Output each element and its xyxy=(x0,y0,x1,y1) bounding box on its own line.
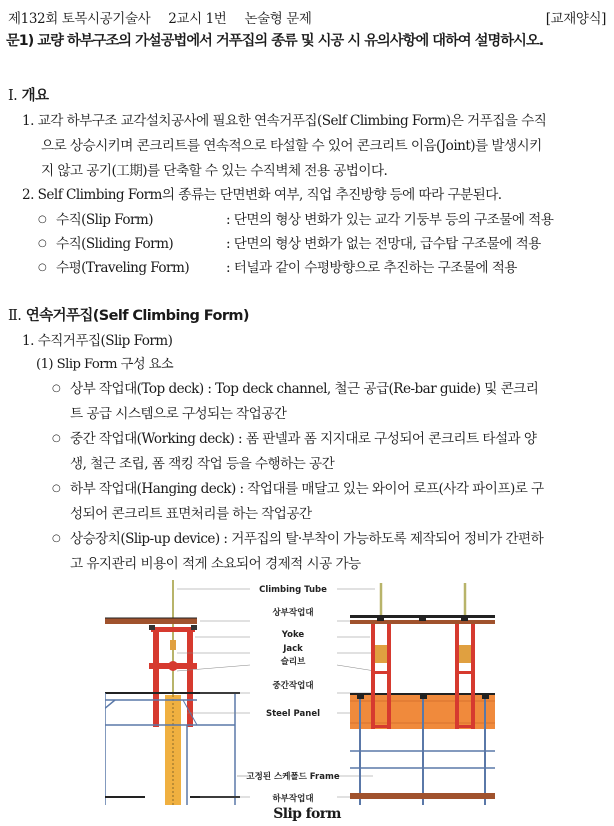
form-type-desc: : 단면의 형상 변화가 없는 전망대, 급수탑 구조물에 적용 xyxy=(226,236,541,252)
form-type-bullet xyxy=(38,232,541,252)
section-2-number: Ⅱ. xyxy=(8,308,22,324)
circle-bullet-icon: ○ xyxy=(38,214,47,225)
form-type-name: 수평(Traveling Form) xyxy=(56,260,190,276)
exam-type: 논술형 문제 xyxy=(244,11,312,27)
circle-bullet-icon: ○ xyxy=(52,433,61,444)
leader-lines xyxy=(177,589,375,797)
slip-form-diagram xyxy=(105,575,515,805)
component-continuation: 고 유지관리 비용이 적게 소요되어 경제적 시공 가능 xyxy=(70,556,361,572)
question-title: 문1) 교량 하부구조의 가설공법에서 거푸집의 종류 및 시공 시 유의사항에 대하여 설명하시오. xyxy=(6,33,544,49)
section-1-number: Ⅰ. xyxy=(8,88,18,104)
exam-session: 2교시 1번 xyxy=(168,11,227,27)
figure-caption: Slip form xyxy=(273,806,341,822)
label-climbing-tube: Climbing Tube xyxy=(259,585,327,595)
component-continuation: 트 공급 시스템으로 구성되는 작업공간 xyxy=(70,406,287,422)
component-text: 하부 작업대(Hanging deck) : 작업대를 매달고 있는 와이어 로프(사각 파이프)로 구 xyxy=(70,481,544,497)
circle-bullet-icon: ○ xyxy=(38,238,47,249)
section-1-heading xyxy=(8,84,48,105)
overview-item-1-line-3: 지 않고 공기(工期)를 단축할 수 있는 수직벽체 전용 공법이다. xyxy=(41,163,388,179)
overview-item-1-line-1 xyxy=(22,109,546,129)
component-text: 상부 작업대(Top deck) : Top deck channel, 철근 공급(Re-bar guide) 및 콘크리 xyxy=(70,381,539,397)
form-type-name: 수직(Slip Form) xyxy=(56,212,154,228)
subsection-slip-form: 1. 수직거푸집(Slip Form) xyxy=(22,333,173,349)
circle-bullet-icon: ○ xyxy=(38,262,47,273)
exam-title: 제132회 토목시공기술사 xyxy=(8,11,151,27)
elevation-view xyxy=(350,583,495,805)
form-type-bullet xyxy=(38,256,517,276)
circle-bullet-icon: ○ xyxy=(52,383,61,394)
component-bullet-hanging-deck xyxy=(52,477,544,497)
label-steel-panel: Steel Panel xyxy=(265,709,321,719)
label-scaffold-frame: 고정된 스케폴드 Frame xyxy=(246,772,340,782)
component-text: 상승장치(Slip-up device) : 거푸집의 탈·부착이 가능하도록 제작되어 정비가 간편하 xyxy=(70,531,544,547)
form-type-desc: : 터널과 같이 수평방향으로 추진하는 구조물에 적용 xyxy=(226,260,517,276)
form-type-bullet xyxy=(38,208,553,228)
form-type-name: 수직(Sliding Form) xyxy=(56,236,174,252)
component-continuation: 생, 철근 조립, 폼 잭킹 작업 등을 수행하는 공간 xyxy=(70,456,335,472)
section-1-title: 개요 xyxy=(21,88,49,104)
overview-item-1-line-2: 으로 상승시키며 콘크리트를 연속적으로 타설할 수 있어 콘크리트 이음(Joint)를 발생시키 xyxy=(41,138,542,154)
component-bullet-working-deck xyxy=(52,427,536,447)
component-continuation: 성되어 콘크리트 표면처리를 하는 작업공간 xyxy=(70,506,312,522)
circle-bullet-icon: ○ xyxy=(52,533,61,544)
form-label: [교재양식] xyxy=(545,11,606,27)
subsubsection-components: (1) Slip Form 구성 요소 xyxy=(36,357,174,372)
circle-bullet-icon: ○ xyxy=(52,483,61,494)
item-number: 2. xyxy=(22,187,34,203)
component-text: 중간 작업대(Working deck) : 폼 판넬과 폼 지지대로 구성되어 콘크리트 타설과 양 xyxy=(70,431,537,447)
label-yoke: Yoke xyxy=(281,630,305,640)
item-number: 1. xyxy=(22,113,34,129)
overview-item-2 xyxy=(22,183,502,203)
section-2-heading xyxy=(8,304,249,325)
exam-header xyxy=(8,7,606,27)
label-sleeve: 슬리브 xyxy=(280,657,306,667)
label-hanging-deck: 하부작업대 xyxy=(272,794,314,804)
section-view xyxy=(105,580,240,805)
component-bullet-top-deck xyxy=(52,377,538,397)
item-text: 교각 하부구조 교각설치공사에 필요한 연속거푸집(Self Climbing Form)은 거푸집을 수직 xyxy=(37,113,547,129)
label-top-deck: 상부작업대 xyxy=(272,608,314,618)
section-2-title: 연속거푸집(Self Climbing Form) xyxy=(25,308,249,324)
item-text: Self Climbing Form의 종류는 단면변화 여부, 직업 추진방향 등에 따라 구분된다. xyxy=(37,187,502,203)
component-bullet-slip-up-device xyxy=(52,527,543,547)
label-working-deck: 중간작업대 xyxy=(272,681,314,691)
label-jack: Jack xyxy=(283,644,303,654)
form-type-desc: : 단면의 형상 변화가 있는 교각 기둥부 등의 구조물에 적용 xyxy=(226,212,554,228)
